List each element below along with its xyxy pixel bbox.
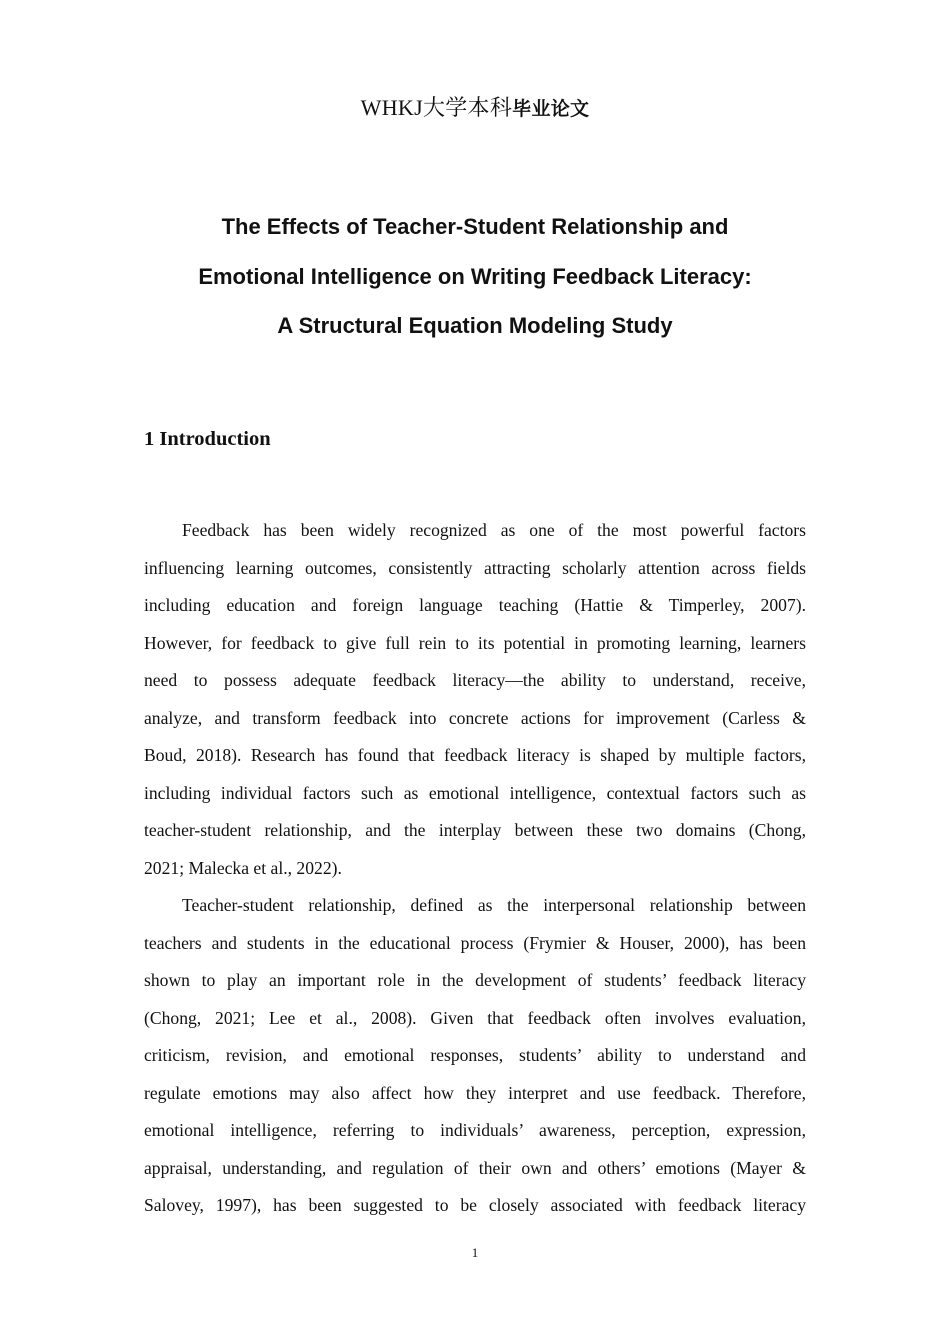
header-thesis-label: 毕业论文: [512, 98, 590, 120]
text-line: criticism, revision, and emotional responses, students’ ability to understand and: [144, 1045, 806, 1065]
text-line: teacher-student relationship, and the interplay between these two domains (Chong,: [144, 820, 806, 840]
page-number: 1: [471, 1245, 479, 1260]
text-line: teachers and students in the educational process (Frymier & Houser, 2000), has been: [144, 932, 806, 953]
running-header: [0, 93, 950, 124]
paper-title: [100, 208, 850, 357]
text-line: appraisal, understanding, and regulation of their own and others’ emotions (Mayer &: [144, 1157, 806, 1178]
text-line: 2021; Malecka et al., 2022).: [144, 857, 342, 878]
text-line: need to possess adequate feedback literacy—the ability to understand, receive,: [144, 670, 806, 690]
section-heading: 1 Introduction: [144, 428, 271, 450]
text-line: However, for feedback to give full rein to its potential in promoting learning, learners: [144, 632, 806, 653]
header-university: WHKJ大学本科: [360, 95, 513, 120]
text-line: shown to play an important role in the development of students’ feedback literacy: [144, 970, 806, 990]
title-line: The Effects of Teacher-Student Relationship and: [221, 214, 729, 239]
text-line: regulate emotions may also affect how they interpret and use feedback. Therefore,: [144, 1082, 806, 1103]
title-line: A Structural Equation Modeling Study: [277, 313, 673, 338]
body-text: [144, 512, 806, 1225]
paragraph: [144, 887, 806, 1225]
text-line: Feedback has been widely recognized as one of the most powerful factors: [182, 520, 806, 540]
text-line: Salovey, 1997), has been suggested to be closely associated with feedback literacy: [144, 1195, 806, 1215]
text-line: analyze, and transform feedback into concrete actions for improvement (Carless &: [144, 707, 806, 728]
title-line: Emotional Intelligence on Writing Feedback Literacy:: [198, 263, 752, 289]
text-line: (Chong, 2021; Lee et al., 2008). Given that feedback often involves evaluation,: [144, 1007, 806, 1028]
text-line: emotional intelligence, referring to individuals’ awareness, perception, expression,: [144, 1120, 806, 1140]
text-line: Teacher-student relationship, defined as the interpersonal relationship between: [182, 895, 806, 915]
text-line: influencing learning outcomes, consistently attracting scholarly attention across fields: [144, 557, 806, 578]
paragraph: [144, 512, 806, 887]
text-line: including individual factors such as emotional intelligence, contextual factors such as: [144, 782, 806, 803]
text-line: Boud, 2018). Research has found that feedback literacy is shaped by multiple factors,: [144, 745, 806, 765]
text-line: including education and foreign language teaching (Hattie & Timperley, 2007).: [144, 595, 806, 615]
